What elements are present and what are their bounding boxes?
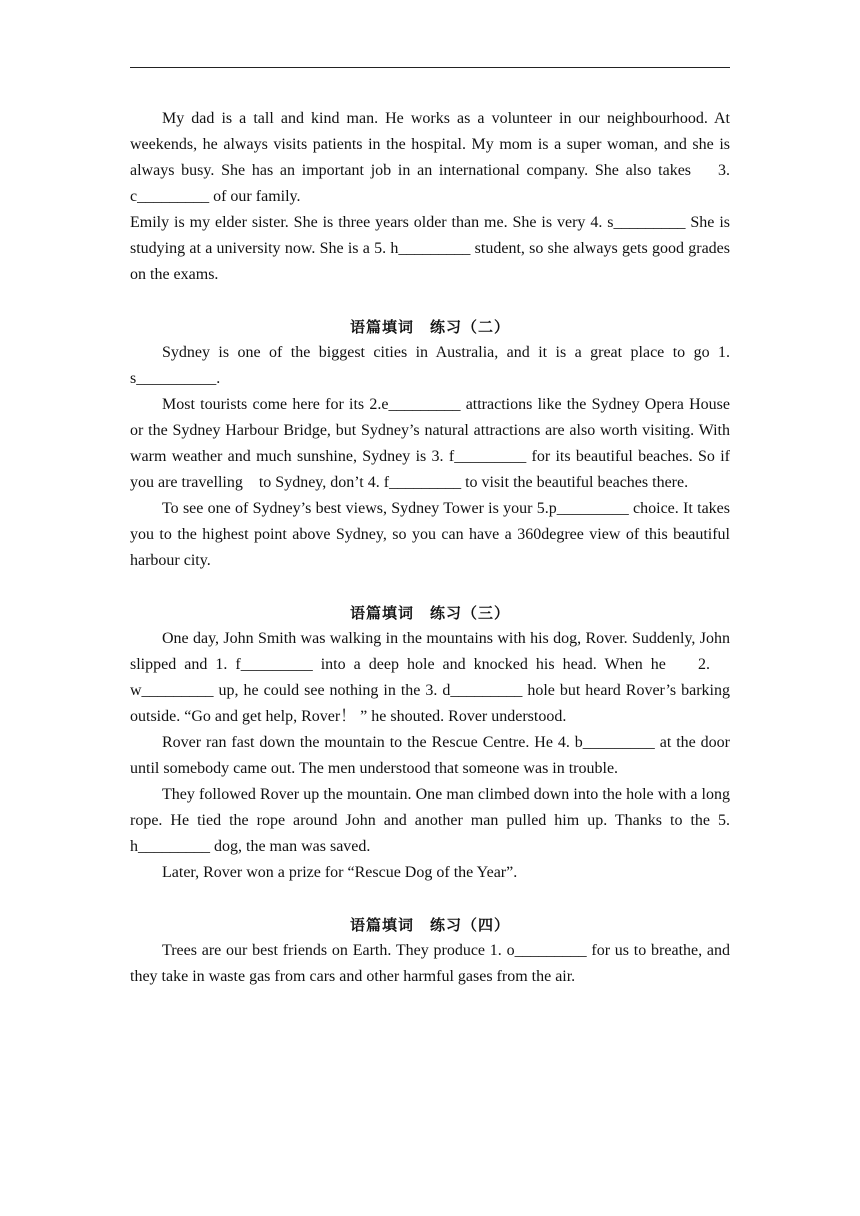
paragraph: One day, John Smith was walking in the mountains with his dog, Rover. Suddenly, John slipped and 1. f_________ into a deep hole and knocked his head. When he 2. w_________ up, he could see nothing in the 3. d_________ hole but heard Rover’s barking outside. “Go and get help, Rover！ ” he shouted. Rover understood. [130,630,730,725]
section-title: 语篇填词 练习（三） [349,604,510,622]
document-body [130,106,730,990]
paragraph: They followed Rover up the mountain. One man climbed down into the hole with a long rope. He tied the rope around John and another man pulled him up. Thanks to the 5. h_________ dog, the man was saved. [130,786,730,855]
paragraph: Most tourists come here for its 2.e_________ attractions like the Sydney Opera House or the Sydney Harbour Bridge, but Sydney’s natural attractions are also worth visiting. With warm weather and much sunshine, Sydney is 3. f_________ for its beautiful beaches. So if you are travelling to Sydney, don’t 4. f_________ to visit the beautiful beaches there. [130,396,730,491]
paragraph: Sydney is one of the biggest cities in Australia, and it is a great place to go 1. s__________. [130,344,730,387]
section-title: 语篇填词 练习（二） [349,318,510,336]
paragraph: Later, Rover won a prize for “Rescue Dog of the Year”. [162,864,518,881]
header-rule [130,67,730,68]
paragraph: Rover ran fast down the mountain to the Rescue Centre. He 4. b_________ at the door until somebody came out. The men understood that someone was in trouble. [130,734,730,777]
section-title: 语篇填词 练习（四） [349,916,510,934]
paragraph: Trees are our best friends on Earth. They produce 1. o_________ for us to breathe, and they take in waste gas from cars and other harmful gases from the air. [130,942,730,985]
paragraph: To see one of Sydney’s best views, Sydney Tower is your 5.p_________ choice. It takes you to the highest point above Sydney, so you can have a 360degree view of this beautiful harbour city. [130,500,730,569]
paragraph: My dad is a tall and kind man. He works as a volunteer in our neighbourhood. At weekends, he always visits patients in the hospital. My mom is a super woman, and she is always busy. She has an important job in an international company. She also takes 3. c_________ of our family. [130,110,730,205]
paragraph: Emily is my elder sister. She is three years older than me. She is very 4. s_________ She is studying at a university now. She is a 5. h_________ student, so she always gets good grades on the exams. [130,214,730,283]
